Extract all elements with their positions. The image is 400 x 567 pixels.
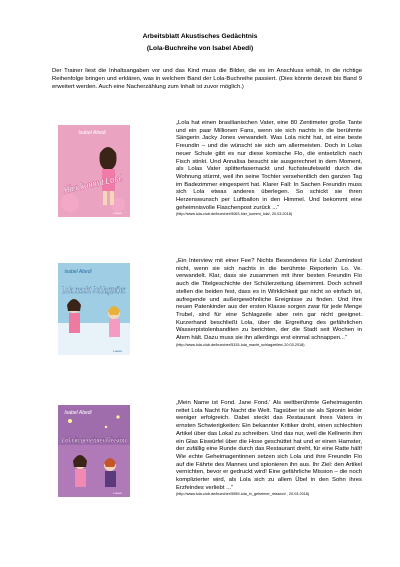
cover-author-1: Isabel Abedi bbox=[78, 130, 106, 136]
page-title: Arbeitsblatt Akustisches Gedächtnis bbox=[142, 33, 258, 40]
cover-title-3: Lola in geheimer Mission bbox=[62, 436, 127, 445]
source-link-2: (http://www.lola-club.de/buecher/5315-lola_macht_schlagzeilen/,20.03.2018) bbox=[176, 342, 305, 347]
source-link-3: (http://www.lola-club.de/buecher/5559-lola_in_geheimer_mission/ , 20.03.2018) bbox=[176, 492, 310, 497]
book-excerpt-3 bbox=[176, 400, 362, 497]
cover-author-2: Isabel Abedi bbox=[64, 269, 92, 275]
excerpt-text-1: „Lola hat einen brasilianischen Vater, eine 80 Zentimeter große Tante und ein paar Millionen Fans, wenn sie sich nachts in die berühmte Sängerin Jacky Jones verwandelt. Was Lola nicht hat, ist eine beste Freundin – und die wünscht sie sich am allermeisten. Doch in Lolas neuer Schule gibt es nur diese komische Flo, die entsetzlich nach Fisch stinkt. Und Annalisa besucht sie ausgerechnet in dem Moment, als Lolas Vater splitterfasernackt und fuchsteufelswild durch die Wohnung stürmt, weil ihn seine Tochter versehentlich den ganzen Tag im Badezimmer eingesperrt hat. Klarer Fall: In Sachen Freundin muss sich Lola etwas anderes überlegen. So schickt sie ihren Herzenswunsch per Luftballon in den Himmel. Und bekommt eine geheimnisvolle Flaschenpost zurück ...“ bbox=[176, 120, 362, 211]
intro-paragraph: Der Trainer liest die Inhaltsangaben vor und das Kind muss die Bilder, die es im Anschluss erhält, in die richtige Reihenfolge bringen und erklären, was in welchem Band der Lola-Buchreihe passiert. (Dies könnte derzeit bis Band 9 erweitert werden. Auch eine Nacherzählung zum Inhalt ist zuvor möglich.) bbox=[52, 68, 362, 91]
excerpt-text-2: „Ein Interview mit einer Fee? Nichts Besonderes für Lola! Zumindest nicht, wenn sie sich nachts in die berühmte Reporterin Lo. Ve. verwandelt. Klar, dass sie zusammen mit ihrer besten Freundin Flo auch die Titelgeschichte der Schülerzeitung übernimmt. Doch schnell stellen die beiden fest, dass es in Wirklichkeit gar nicht so einfach ist, aufregende und außergewöhnliche Ereignisse zu finden. Und ihre neuen Patenkinder aus der ersten Klasse sorgen zwar für jede Menge Trubel, sind für eine Schlagzeile aber rein gar nicht geeignet. Kurzerhand beschließt Lola, über die Ergreifung des gefährlichen Wasserpistolenbanditen zu berichten, der die Stadt seit Wochen in Atem hält. Dazu muss sie ihn allerdings erst einmal schnappen...“ bbox=[176, 258, 362, 342]
book-cover-2 bbox=[58, 263, 130, 355]
excerpt-text-3: „Mein Name ist Fond. Jane Fond.‘ Als weltberühmte Geheimagentin rettet Lola Nacht für Nacht die Welt. Tagsüber ist sie als Spionin leider weniger erfolgreich. Dabei steckt das Restaurant ihres Vaters in ernsten Schwierigkeiten: Ein bekannter Kritiker droht, einen schlechten Artikel über das Lokal zu schreiben. Und das nur, weil die Kellnerin ihm ein Glas Eiswürfel über die Hose geschüttet hat und er einen Hamster, der zufällig eine Runde durch das Restaurant dreht, für eine Ratte hält! Wie echte Geheimagentinnen setzen sich Lola und ihre Freundin Flo auf die Fährte des Mannes und spionieren ihn aus. Ihr Ziel: den Artikel vernichten, bevor er gedruckt wird! Eine gefährliche Mission – die noch komplizierter wird, als Lola sich zu allem Übel in den Sohn ihres Erzfeindes verliebt ...“ bbox=[176, 400, 362, 491]
book-cover-3 bbox=[58, 405, 130, 497]
cover-illustration-2 bbox=[58, 263, 130, 355]
cover-title-1: Hier kommt Lola! bbox=[62, 168, 146, 197]
cover-illustration-3 bbox=[58, 405, 130, 497]
book-excerpt-2 bbox=[176, 258, 362, 348]
source-link-1: (http://www.lola-club.de/buecher/5063-hier_kommt_lola/, 20.03.2018) bbox=[176, 212, 293, 217]
svg-text:Loewe: Loewe bbox=[113, 349, 122, 353]
cover-illustration-1 bbox=[58, 125, 146, 217]
cover-title-2: Lola macht Schlagzeilen bbox=[62, 285, 127, 295]
svg-text:Loewe: Loewe bbox=[113, 491, 122, 495]
page-subtitle: (Lola-Buchreihe von Isabel Abedi) bbox=[146, 45, 254, 52]
svg-text:Loewe: Loewe bbox=[113, 211, 122, 215]
book-cover-1 bbox=[58, 125, 146, 217]
book-excerpt-1 bbox=[176, 120, 362, 217]
cover-author-3: Isabel Abedi bbox=[64, 410, 92, 416]
